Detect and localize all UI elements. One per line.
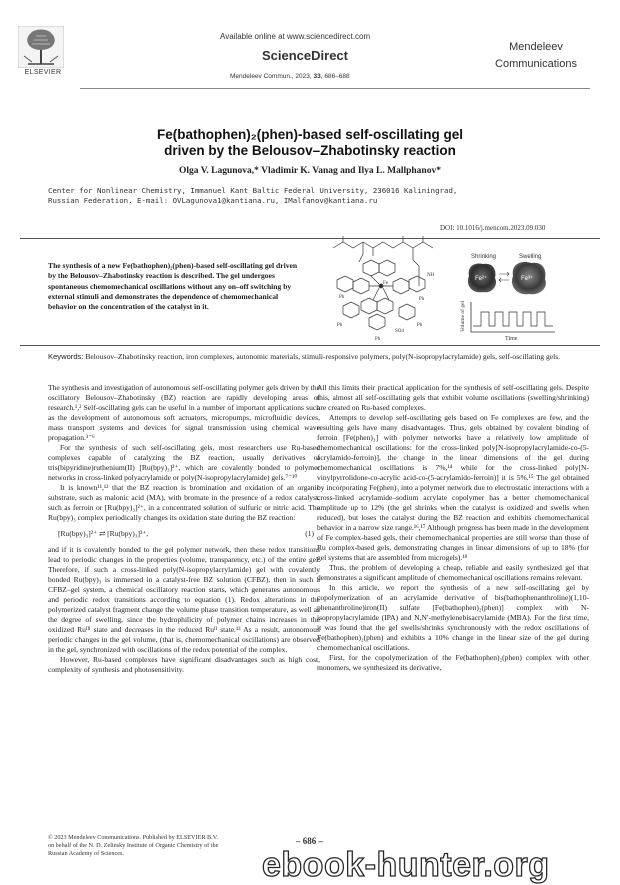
doi-link[interactable]: DOI: 10.1016/j.mencom.2023.09.030 — [440, 224, 546, 232]
paragraph: It is known¹¹,¹² that the BZ reaction is bromination and oxidation of an organic substrate, such as malonic acid (MA), with bromate in the presence of a redox catalyst, such as ferroin or [Ru(bpy)₃]²⁺, in a concentrated solution of sulfuric or nitric acid. The Ru(bpy)₃ complex periodically changes its oxidation state during the BZ reaction: — [48, 483, 320, 523]
sciencedirect-logo: ScienceDirect — [262, 48, 348, 63]
copyright-line2: on behalf of the N. D. Zelinsky Institute of Organic Chemistry of the — [48, 842, 219, 849]
journal-name-line1: Mendeleev — [509, 41, 563, 53]
citation-pages: , 686–688 — [320, 73, 350, 80]
keywords — [48, 352, 588, 362]
copyright-line1: © 2023 Mendeleev Communications. Published by ELSEVIER B.V. — [48, 834, 218, 841]
citation-journal: Mendeleev Commun., — [230, 73, 294, 80]
watermark-text: ebook-hunter.org — [262, 846, 550, 884]
header-divider — [80, 88, 590, 89]
graphical-abstract-figure — [323, 236, 588, 344]
page-number: – 686 – — [296, 836, 323, 846]
plot-axes — [471, 302, 555, 332]
affiliation-line2: Russian Federation. E-mail: OVLagunova1@kantiana.ru, IMalfanov@kantiana.ru — [48, 196, 378, 205]
body-column-left — [48, 383, 320, 675]
paragraph: In this article, we report the synthesis of a new self-oscillating gel by copolymerization of an acrylamide derivative of bis(bathophenanthroline)(1,10-phenanthroline)iron(II) sulfate [Fe(bathophen)₂(phen)] complex with N-isopropylacrylamide (IPA) and N,N′-methylenebisacrylamide (MBA). For the first time, it was found that the gel swells/shrinks synchronously with the redox oscillations of Fe(bathophen)₂(phen) and exhibits a 10% change in the linear size of the gel during chemomechanical oscillations. — [317, 583, 589, 653]
swelling-label: Swelling — [519, 254, 542, 260]
paragraph: All this limits their practical application for the synthesis of self-oscillating gels. Despite this, almost all self-oscillating gels that exhibit volume oscillations (swelling/shrinking) are created on Ru-based complexes. — [317, 383, 589, 413]
ph-label: Ph — [417, 323, 423, 328]
y-axis-label: Volume of gel — [460, 300, 466, 332]
fe-label: Fe — [383, 281, 388, 286]
nh-label: NH — [427, 273, 435, 278]
fe-complex-structure — [337, 260, 425, 330]
author-list: Olga V. Lagunova,* Vladimir K. Vanag and Ilya L. Mallphanov* — [179, 166, 441, 176]
copyright-notice — [48, 834, 298, 858]
elsevier-tree-logo — [18, 26, 64, 68]
equation-number: (1) — [305, 529, 314, 539]
publisher-name: ELSEVIER — [24, 69, 62, 76]
so4-label: SO4 — [395, 329, 404, 334]
paragraph: Attempts to develop self-oscillating gels based on Fe complexes are few, and the resulting gels have many disadvantages. Thus, gels obtained by covalent binding of ferroin [Fe(phen)₃] with polymer networks have a relatively low amplitude of chemomechanical oscillations: for the cross-linked poly[N-isopropylacrylamide-co-(5-acrylamido-ferroin)], the change in the linear dimensions of the gel during chemomechanical oscillations is 7%,¹⁴ while for the cross-linked poly[N-vinylpyrrolidone-co-acrylic acid-co-(5-acrylamido-ferroin)] it is 5%.¹⁵ The gel obtained by incorporating Fe(phen)₃ into a polymer network due to electrostatic interactions with a cross-linked acrylamide–sodium acrylate copolymer has a better chemomechanical amplitude up to 12% (the gel shrinks when the catalyst is oxidized and swells when reduced), but loses the catalyst during the BZ reaction and exhibits chemomechanical behavior in a narrow size range.¹⁶,¹⁷ Although progress has been made in the development of Fe complex-based gels, their chemomechanical properties are still worse than those of Ru complex-based gels, demonstrating changes in linear dimensions of up to 18% (for gel systems that are assembled from microgels).¹⁸ — [317, 413, 589, 563]
shrinking-label: Shrinking — [471, 254, 497, 260]
fe2-label: Fe²⁺ — [475, 276, 488, 282]
paragraph: The synthesis and investigation of autonomous self-oscillating polymer gels driven by the oscillatory Belousov–Zhabotinsky (BZ) reaction are rapidly developing areas of research.¹,² Self-oscillating gels can be useful in a number of important applications such as the development of autonomous soft actuators, micropumps, microfluidic devices, mass transport systems and devices for signal transmission using chemical wave propagation.³⁻⁶ — [48, 383, 320, 443]
abstract-bottom-rule — [20, 345, 600, 346]
equation-body: [Ru(bpy)₃]²⁺ ⇄ [Ru(bpy)₃]³⁺, — [58, 529, 149, 539]
title-line1: Fe(bathophen)₂(phen)-based self-oscillating gel — [156, 127, 463, 142]
fe3-label: Fe³⁺ — [521, 276, 534, 282]
ph-label: Ph — [339, 295, 345, 300]
keywords-label: Keywords: — [48, 352, 84, 361]
oscillation-trace — [473, 312, 553, 326]
citation-year: 2023, — [295, 73, 312, 80]
equation-1 — [48, 529, 320, 539]
paragraph: First, for the copolymerization of the Fe(bathophen)₂(phen) complex with other monomers, we synthesized its derivative, — [317, 653, 589, 673]
article-title — [20, 127, 600, 159]
paragraph: For the synthesis of such self-oscillating gels, most researchers use Ru-based complexes capable of catalyzing the BZ reaction, usually derivatives of tris(bipyridine)ruthenium(II) [Ru(bpy)₃]²⁺, which are covalently bonded to polymer networks in cross-linked polyacrylamide or poly(N-isopropylacrylamide) gels.⁷⁻¹⁰ — [48, 443, 320, 483]
paragraph: Thus, the problem of developing a cheap, reliable and easily synthesized gel that demonstrates a significant amplitude of chemomechanical oscillations remains relevant. — [317, 563, 589, 583]
ph-label: Ph — [337, 323, 343, 328]
paragraph: However, Ru-based complexes have significant disadvantages such as high cost, complexity of synthesis and photosensitivity. — [48, 655, 320, 675]
affiliation — [48, 186, 578, 206]
keywords-text: Belousov–Zhabotinsky reaction, iron complexes, autonomic materials, stimuli-responsive polymers, poly(N-isopropylacrylamide) gels, self-oscillating gels. — [85, 352, 561, 361]
ph-label: Ph — [419, 297, 425, 302]
affiliation-line1: Center for Nonlinear Chemistry, Immanuel Kant Baltic Federal University, 236016 Kaliningrad, — [48, 186, 458, 195]
citation-line — [230, 73, 350, 80]
x-axis-label: Time — [505, 336, 518, 342]
copyright-line3: Russian Academy of Sciences. — [48, 850, 124, 857]
title-line2: driven by the Belousov–Zhabotinsky reaction — [164, 143, 456, 158]
abstract-summary: The synthesis of a new Fe(bathophen)₂(phen)-based self-oscillating gel driven by the Belousov–Zhabotinsky reaction is described. The gel undergoes spontaneous chemomechanical oscillations without any on–off switching by external stimuli and demonstrates the dependence of chemomechanical behavior on the concentration of the catalyst in it. — [48, 261, 298, 312]
body-column-right — [317, 383, 589, 673]
equilibrium-arrows — [499, 274, 509, 280]
paragraph: and if it is covalently bonded to the gel polymer network, then these redox transitions lead to periodic changes in the properties (volume, transparency, etc.) of the entire gel. Therefore, if such a cross-linked poly(N-isopropylacrylamide) gel with covalently bonded Ru(bpy)₃ is immersed in a catalyst-free BZ solution (CFBZ), then in such a CFBZ–gel system, a chemical oscillatory reaction starts, which generates autonomous and periodic redox transitions according to equation (1). Redox alterations in the polymerized catalyst fragment change the volume phase transition temperature, as well as the degree of swelling, since the hydrophilicity of polymer chains increases in the oxidized Ruᴵᴵᴵ state and decreases in the reduced Ruᴵᴵ state.¹³ As a result, autonomous periodic changes in the gel volume, (that is, chemomechanical oscillations) are observed in the gel, synchronized with oscillations of the redox potential of the complex. — [48, 545, 320, 655]
polymer-structure — [333, 236, 433, 286]
journal-name-line2: Communications — [495, 58, 577, 70]
citation-volume: 33 — [313, 73, 321, 80]
journal-name — [478, 39, 594, 73]
volume-oscillation-plot — [459, 300, 555, 342]
ph-label: Ph — [375, 337, 381, 342]
available-online-text: Available online at www.sciencedirect.com — [220, 32, 371, 41]
